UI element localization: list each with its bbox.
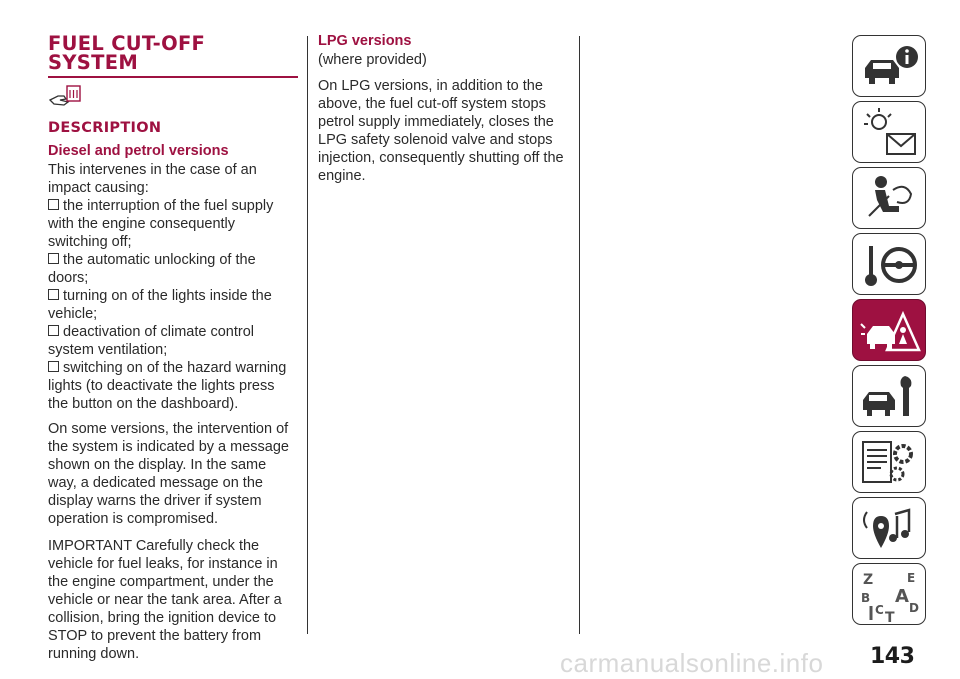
tab-emergency[interactable] bbox=[852, 299, 926, 361]
bullet-text: the automatic unlocking of the doors; bbox=[48, 252, 256, 286]
index-letter: T bbox=[885, 610, 895, 622]
car-wrench-icon bbox=[859, 370, 921, 424]
bullet-text: deactivation of climate control system ventilation; bbox=[48, 324, 255, 358]
key-steering-wheel-icon bbox=[859, 238, 921, 292]
bullet-item bbox=[48, 197, 298, 251]
index-letter: A bbox=[895, 586, 909, 607]
tab-technical-data[interactable] bbox=[852, 431, 926, 493]
tab-car-info[interactable] bbox=[852, 35, 926, 97]
page-number: 143 bbox=[870, 644, 915, 669]
checkbox-bullet-icon bbox=[48, 361, 59, 372]
alphabetical-index-icon bbox=[859, 568, 921, 622]
index-letter: D bbox=[909, 601, 919, 615]
car-crash-warning-icon bbox=[859, 304, 921, 358]
bullet-item bbox=[48, 359, 298, 413]
index-letter: B bbox=[861, 591, 871, 605]
bullet-item bbox=[48, 323, 298, 359]
checkbox-bullet-icon bbox=[48, 199, 59, 210]
tab-maintenance[interactable] bbox=[852, 365, 926, 427]
tab-safety[interactable] bbox=[852, 167, 926, 229]
car-info-icon bbox=[859, 40, 921, 94]
bullet-text: switching on of the hazard warning lights (to deactivate the lights press the button on the dashboard). bbox=[48, 360, 287, 412]
diesel-section-title: Diesel and petrol versions bbox=[48, 143, 229, 159]
lpg-subtitle: (where provided) bbox=[318, 52, 427, 68]
right-column bbox=[318, 32, 570, 192]
display-message-paragraph: On some versions, the intervention of the system is indicated by a message shown on the display. In the same way, a dedicated message on the display warns the driver if system operation is compromised. bbox=[48, 421, 289, 527]
seat-airbag-icon bbox=[859, 172, 921, 226]
column-divider-left bbox=[307, 36, 308, 634]
bullet-text: the interruption of the fuel supply with the engine consequently switching off; bbox=[48, 198, 274, 250]
tab-multimedia[interactable] bbox=[852, 497, 926, 559]
checkbox-bullet-icon bbox=[48, 253, 59, 264]
bullet-text: turning on of the lights inside the vehicle; bbox=[48, 288, 272, 322]
warning-lights-envelope-icon bbox=[859, 106, 921, 160]
bullet-item bbox=[48, 251, 298, 287]
multimedia-music-location-icon bbox=[859, 502, 921, 556]
column-divider-right bbox=[579, 36, 580, 634]
important-note-paragraph: IMPORTANT Carefully check the vehicle for fuel leaks, for instance in the engine compartment, under the vehicle or near the tank area. After a collision, bring the ignition device to STOP to prevent the battery from running down. bbox=[48, 538, 282, 662]
tab-index[interactable] bbox=[852, 563, 926, 625]
tab-warning-lights[interactable] bbox=[852, 101, 926, 163]
index-letter: C bbox=[875, 603, 884, 617]
page-title-line2: SYSTEM bbox=[48, 51, 139, 74]
description-heading: DESCRIPTION bbox=[48, 120, 162, 136]
watermark: carmanualsonline.info bbox=[560, 648, 824, 678]
manual-reference-icon bbox=[48, 84, 298, 110]
checkbox-bullet-icon bbox=[48, 325, 59, 336]
checkbox-bullet-icon bbox=[48, 289, 59, 300]
bullet-item bbox=[48, 287, 298, 323]
page-title bbox=[48, 34, 298, 72]
specs-list-gears-icon bbox=[859, 436, 921, 490]
left-column bbox=[48, 34, 298, 670]
page-title-line1: FUEL CUT-OFF bbox=[48, 32, 206, 55]
tab-starting-driving[interactable] bbox=[852, 233, 926, 295]
diesel-intro: This intervenes in the case of an impact causing: bbox=[48, 162, 257, 196]
lpg-body: On LPG versions, in addition to the above, the fuel cut-off system stops petrol supply immediately, closes the LPG safety solenoid valve and stops injection, consequently shutting off the engine. bbox=[318, 78, 564, 184]
title-underline bbox=[48, 76, 298, 78]
lpg-section-title: LPG versions bbox=[318, 33, 412, 49]
index-letter: Z bbox=[863, 572, 874, 588]
index-letter: E bbox=[907, 571, 916, 585]
